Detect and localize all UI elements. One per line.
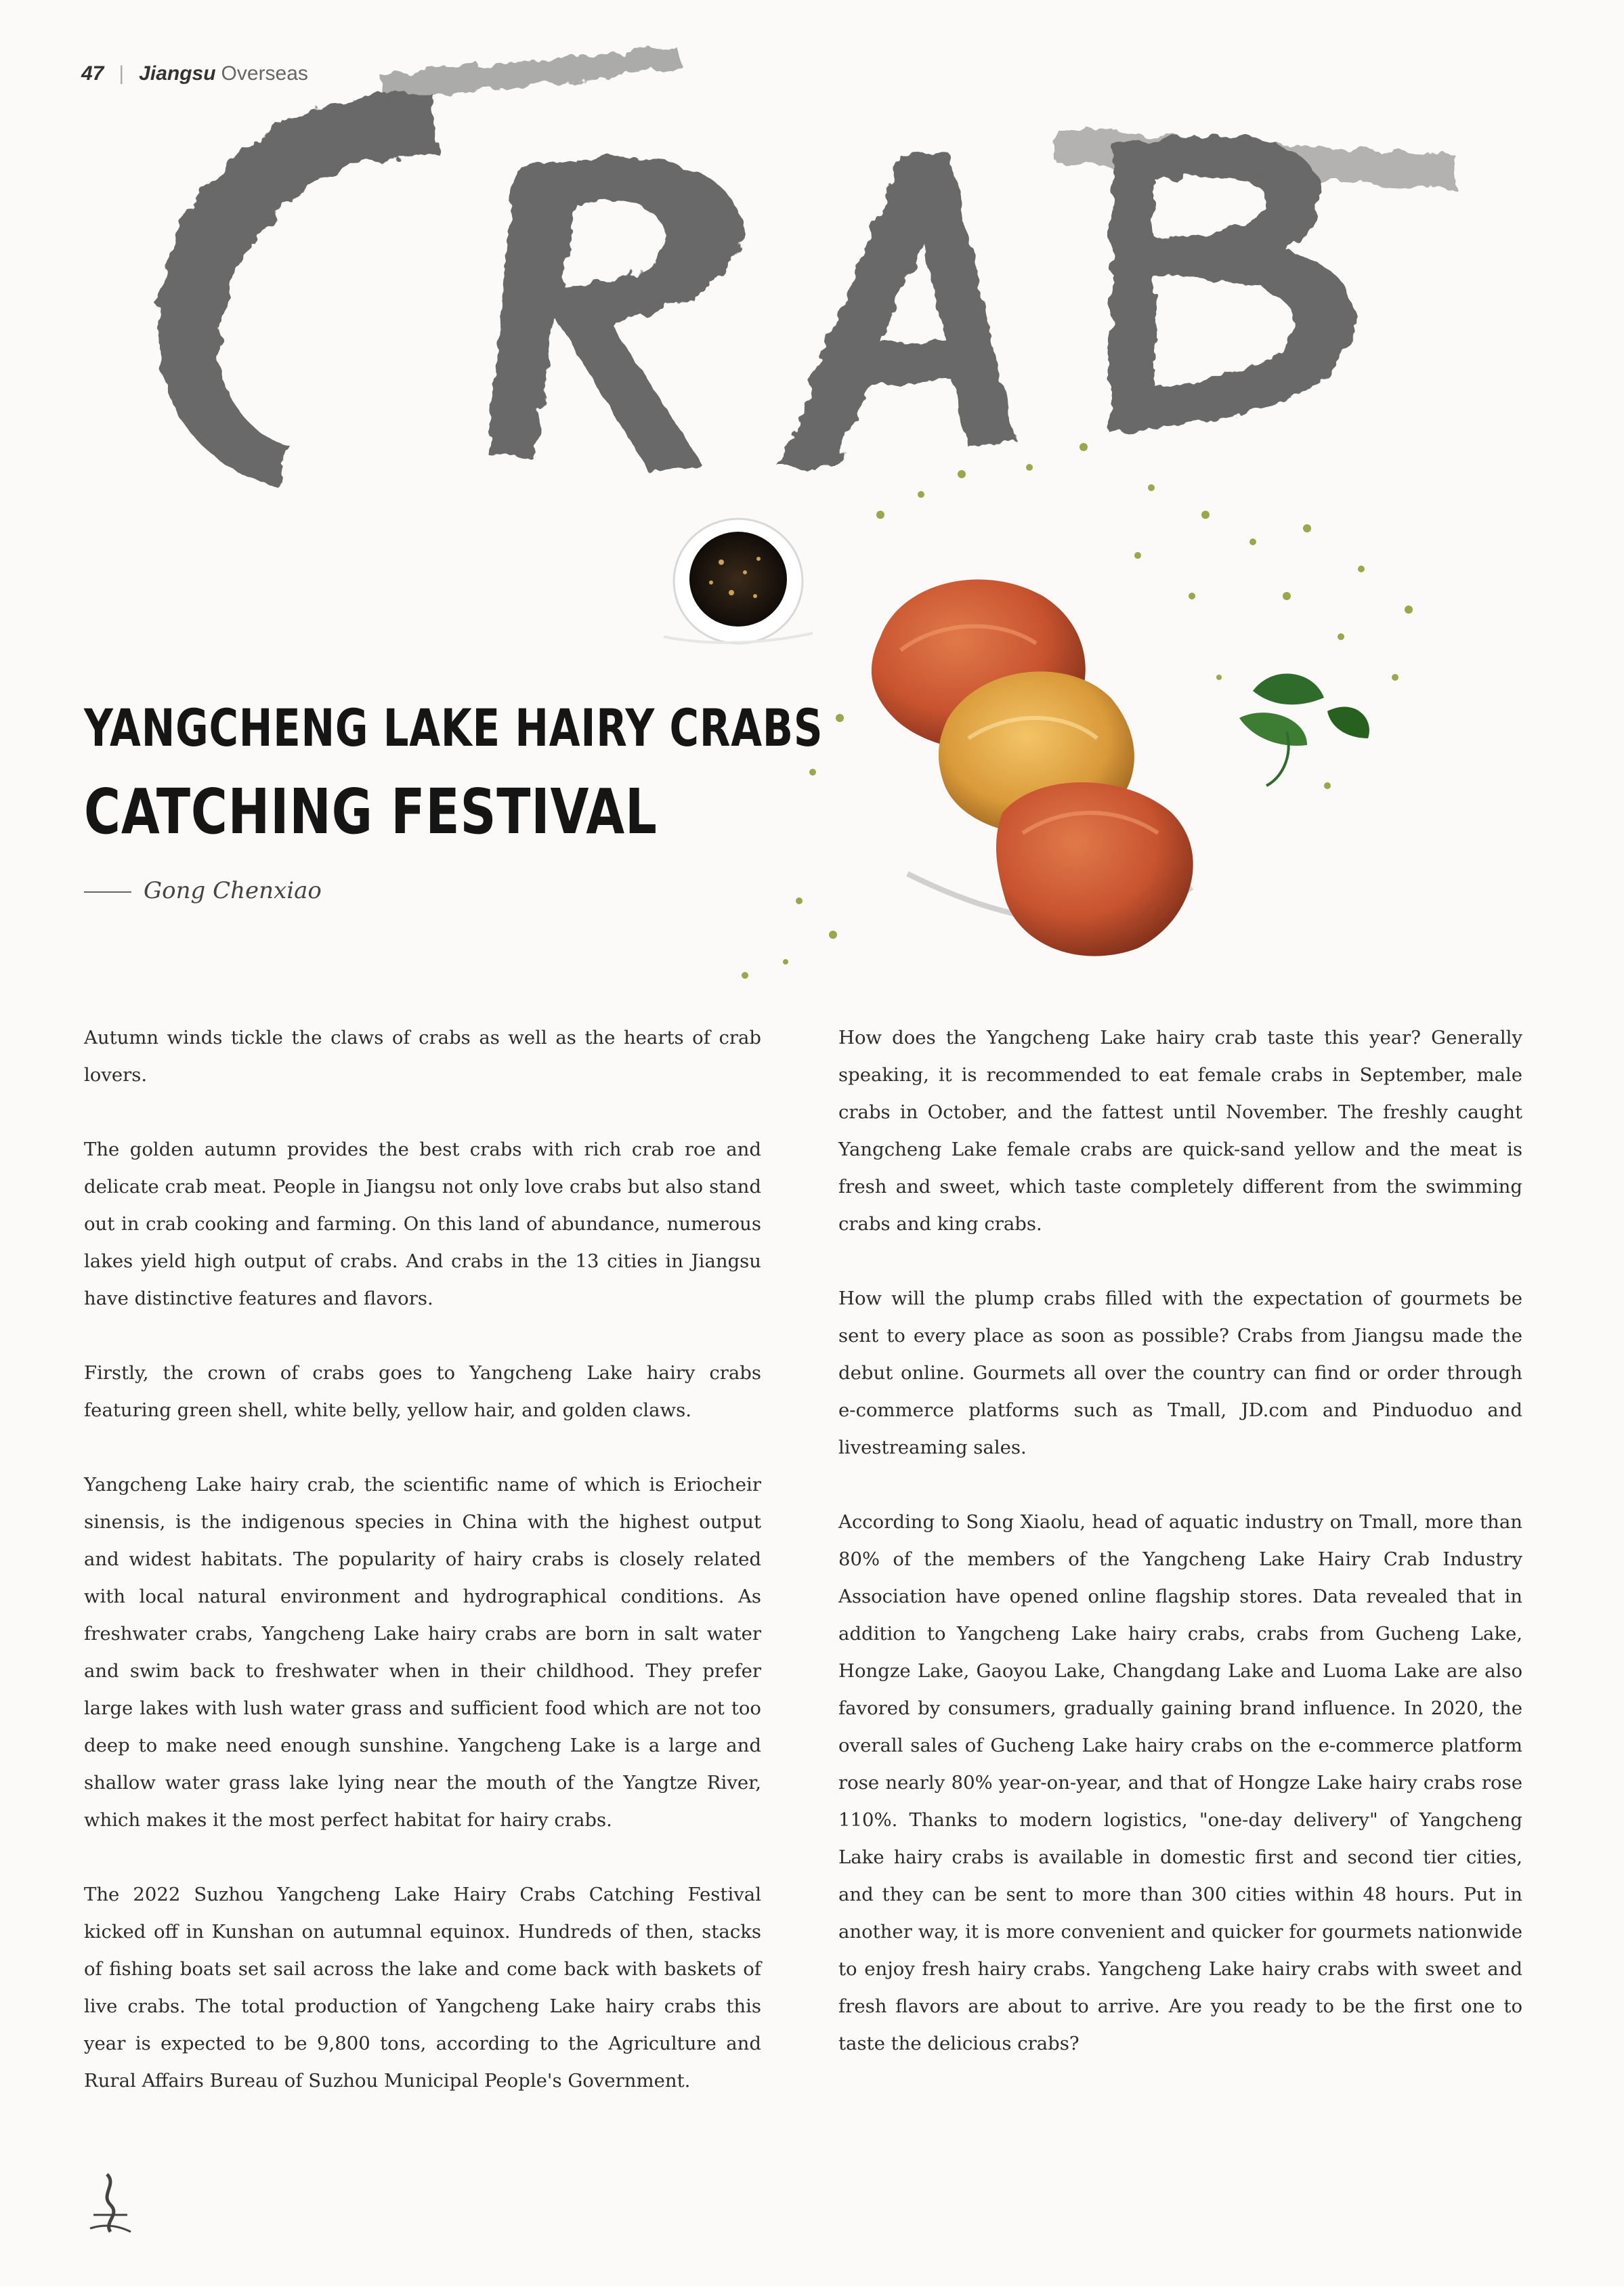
- cooked-crab-bottom: [996, 782, 1193, 956]
- paragraph: Autumn winds tickle the claws of crabs as well as the hearts of crab lovers.: [84, 1027, 761, 1086]
- sauce-bowl: [664, 519, 813, 643]
- paragraph: The 2022 Suzhou Yangcheng Lake Hairy Crabs Catching Festival kicked off in Kunshan on autumnal equinox. Hundreds of then, stacks of fishing boats set sail across the lake and come back with baskets of live crabs. The total production of Yangcheng Lake hairy crabs this year is expected to be 9,800 tons, according to the Agriculture and Rural Affairs Bureau of Suzhou Municipal People's Government.: [84, 1884, 761, 2092]
- page-number: 47: [81, 62, 104, 85]
- right-column: [838, 1019, 1522, 2100]
- magazine-section: Overseas: [221, 62, 308, 85]
- paragraph: How will the plump crabs filled with the expectation of gourmets be sent to every place as soon as possible? Crabs from Jiangsu made the debut online. Gourmets all over the country can find or order through e-commerce platforms such as Tmall, JD.com and Pinduoduo and livestreaming sales.: [838, 1288, 1522, 1458]
- crab-calligraphy: [158, 47, 1456, 488]
- paragraph: The golden autumn provides the best crabs with rich crab roe and delicate crab meat. People in Jiangsu not only love crabs but also stand out in crab cooking and farming. On this land of abundance, numerous lakes yield high output of crabs. And crabs in the 13 cities in Jiangsu have distinctive features and flavors.: [84, 1139, 761, 1309]
- paragraph: How does the Yangcheng Lake hairy crab taste this year? Generally speaking, it is recommended to eat female crabs in September, male crabs in October, and the fattest until November. The freshly caught Yangcheng Lake female crabs are quick-sand yellow and the meat is fresh and sweet, which taste completely different from the swimming crabs and king crabs.: [838, 1027, 1522, 1235]
- author-name: Gong Chenxiao: [144, 877, 322, 904]
- magazine-name: Jiangsu: [139, 62, 216, 85]
- paragraph: According to Song Xiaolu, head of aquatic industry on Tmall, more than 80% of the members of the Yangcheng Lake Hairy Crab Industry Association have opened online flagship stores. Data revealed that in addition to Yangcheng Lake hairy crabs, crabs from Gucheng Lake, Hongze Lake, Gaoyou Lake, Changdang Lake and Luoma Lake are also favored by consumers, gradually gaining brand influence. In 2020, the overall sales of Gucheng Lake hairy crabs on the e-commerce platform rose nearly 80% year-on-year, and that of Hongze Lake hairy crabs rose 110%. Thanks to modern logistics, "one-day delivery" of Yangcheng Lake hairy crabs is available in domestic first and second tier cities, and they can be sent to more than 300 cities within 48 hours. Put in another way, it is more convenient and quicker for gourmets nationwide to enjoy fresh hairy crabs. Yangcheng Lake hairy crabs with sweet and fresh flavors are about to arrive. Are you ready to be the first one to taste the delicious crabs?: [838, 1511, 1522, 2054]
- byline: [84, 877, 322, 904]
- header-divider: |: [119, 62, 125, 85]
- hero-illustration: [0, 0, 1624, 1030]
- byline-dash: [84, 891, 131, 893]
- magazine-logo-icon: [80, 2167, 141, 2242]
- paragraph: Firstly, the crown of crabs goes to Yangcheng Lake hairy crabs featuring green shell, white belly, yellow hair, and golden claws.: [84, 1362, 761, 1421]
- article-title-line2: CATCHING FESTIVAL: [84, 776, 658, 848]
- herb-leaves: [1239, 674, 1369, 786]
- paragraph: Yangcheng Lake hairy crab, the scientific name of which is Eriocheir sinensis, is the indigenous species in China with the highest output and widest habitats. The popularity of hairy crabs is closely related with local natural environment and hydrographical conditions. As freshwater crabs, Yangcheng Lake hairy crabs are born in salt water and swim back to freshwater when in their childhood. They prefer large lakes with lush water grass and sufficient food which are not too deep to make need enough sunshine. Yangcheng Lake is a large and shallow water grass lake lying near the mouth of the Yangtze River, which makes it the most perfect habitat for hairy crabs.: [84, 1474, 761, 1831]
- article-title-line1: YANGCHENG LAKE HAIRY CRABS: [84, 698, 824, 758]
- left-column: [84, 1019, 761, 2137]
